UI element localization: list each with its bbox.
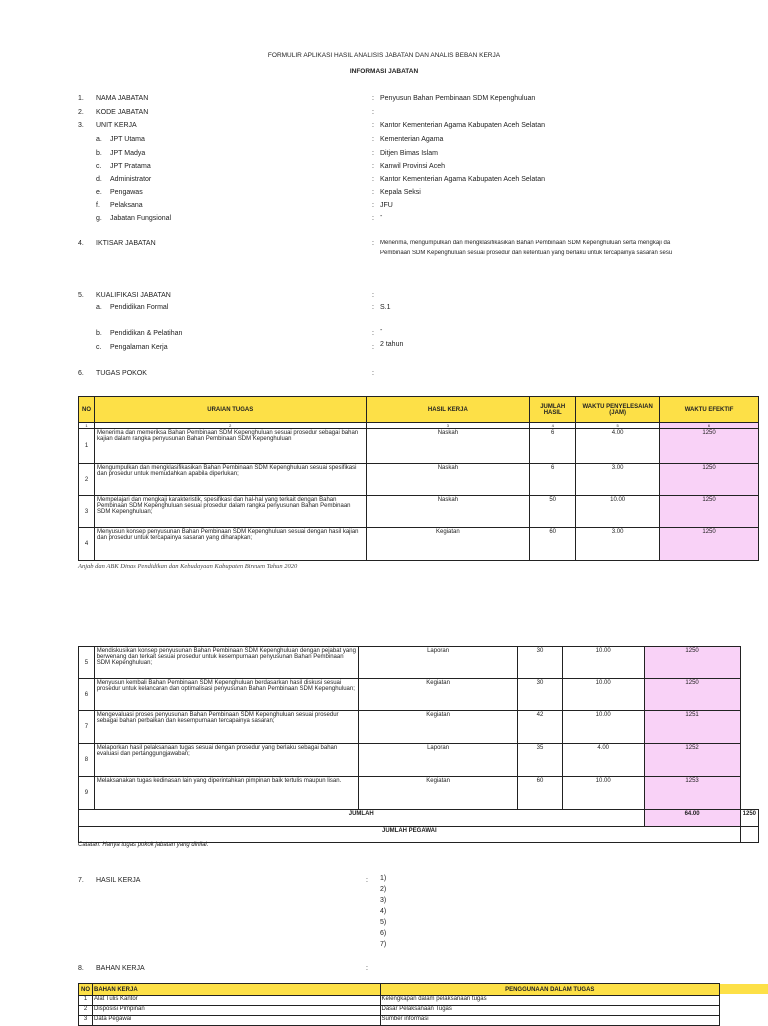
sub-no: f. [96,202,100,209]
ikhtisar-label: IKTISAR JABATAN [96,240,156,247]
sub-value: S.1 [380,304,391,311]
sub-colon: : [372,189,374,196]
row-efektif: 1250 [660,496,759,528]
table-row [79,1006,720,1016]
tugas-table-part-1 [78,396,759,561]
hasil-kerja-item: 7) [380,941,387,948]
hasil-kerja-colon: : [366,877,368,884]
ikhtisar-colon: : [372,240,374,247]
row-no: 1 [79,996,93,1006]
form-title: FORMULIR APLIKASI HASIL ANALISIS JABATAN DAN ANALIS BEBAN KERJA [267,52,501,59]
col-header-bahan: BAHAN KERJA [92,984,380,996]
table-row [79,496,759,528]
row-efektif: 1252 [644,744,740,777]
page-footer-note: Anjab dan ABK Dinas Pendidikan dan Kebudayaan Kabupaten Bireuen Tahun 2020 [78,563,298,570]
table-row [79,996,720,1006]
sub-colon: : [372,176,374,183]
row-waktu: 10.00 [576,496,660,528]
ikhtisar-no: 4. [78,240,84,247]
sub-label: Pendidikan Formal [110,304,169,311]
row-uraian: Menerima dan memeriksa Bahan Pembinaan SDM Kepenghuluan sesuai prosedur sebagai bahan kajian dalam rangka penyusunan Bahan Pembinaan SDM Kepenghuluan [94,429,366,464]
row-efektif: 1250 [644,647,740,679]
sub-no: e. [96,189,102,196]
row-hasil: Naskah [366,429,530,464]
catatan-note: Catatan: Hanya tugas pokok jabatan yang dinilai. [78,842,209,848]
row-jumlah: 30 [518,647,563,679]
row-no: 8 [79,744,95,777]
pegawai-row [79,827,759,843]
row-efektif: 1251 [644,711,740,744]
sub-no: c. [96,344,102,351]
row-waktu: 10.00 [562,647,644,679]
table-row [79,429,759,464]
sub-value: Kantor Kementerian Agama Kabupaten Aceh Selatan [380,176,546,183]
row-no: 6 [79,679,95,711]
row-no: 2 [79,464,95,496]
info-no: 1. [78,95,84,102]
info-label: UNIT KERJA [96,122,137,129]
sub-value: Kepala Seksi [380,189,421,196]
table-header-row [79,984,720,996]
table-row [79,647,759,679]
sub-value: Kementerian Agama [380,136,444,143]
row-penggunaan: Sumber informasi [380,1016,719,1026]
col-index: 5 [576,423,660,429]
bahan-kerja-table [78,983,720,1026]
row-waktu: 4.00 [576,429,660,464]
sub-label: JPT Utama [110,136,145,143]
row-efektif: 1250 [660,464,759,496]
row-waktu: 4.00 [562,744,644,777]
row-jumlah: 30 [518,679,563,711]
row-bahan: Data Pegawai [92,1016,380,1026]
row-hasil: Naskah [366,464,530,496]
hasil-kerja-item: 2) [380,886,387,893]
col-index: 6 [660,423,759,429]
sub-colon: : [372,150,374,157]
table-row [79,679,759,711]
info-value: Kantor Kementerian Agama Kabupaten Aceh Selatan [380,122,546,129]
row-waktu: 10.00 [562,711,644,744]
tugas-no: 6. [78,370,84,377]
row-jumlah: 50 [530,496,576,528]
sub-no: a. [96,136,102,143]
hasil-kerja-item: 3) [380,897,387,904]
col-header-uraian: URAIAN TUGAS [94,397,366,423]
sub-value: Ditjen Bimas Islam [380,150,438,157]
table-row [79,711,759,744]
row-hasil: Laporan [359,744,518,777]
row-no: 2 [79,1006,93,1016]
row-hasil: Kegiatan [359,777,518,810]
table-row [79,528,759,561]
sub-no: g. [96,215,102,222]
sub-value: JFU [380,202,393,209]
row-no: 3 [79,1016,93,1026]
tugas-colon: : [372,370,374,377]
sub-label: JPT Madya [110,150,146,157]
row-uraian: Menyusun konsep penyusunan Bahan Pembinaan SDM Kepenghuluan sesuai dengan hasil kajian dan prosedur untuk tercapainya sasaran yang diharapkan; [94,528,366,561]
jumlah-efektif: 1250 [740,810,758,827]
sub-label: Pelaksana [110,202,143,209]
row-efektif: 1253 [644,777,740,810]
row-no: 3 [79,496,95,528]
hasil-kerja-item: 1) [380,875,387,882]
ikhtisar-line-2: Pembinaan SDM Kepenghuluan sesuai prosedur dan ketentuan yang berlaku untuk tercapainya sasaran sesu [380,250,673,256]
row-uraian: Mengumpulkan dan mengklasifikasikan Bahan Pembinaan SDM Kepenghuluan sesuai spesifikasi dan prosedur untuk memudahkan apabila diperlukan; [94,464,366,496]
hasil-kerja-item: 4) [380,908,387,915]
sub-label: Pengalaman Kerja [110,344,168,351]
row-no: 4 [79,528,95,561]
kualifikasi-no: 5. [78,292,84,299]
jumlah-row [79,810,759,827]
row-waktu: 10.00 [562,777,644,810]
row-uraian: Mengevaluasi proses penyusunan Bahan Pembinaan SDM Kepenghuluan sesuai prosedur sebagai bahan perbaikan dan kesempurnaan tercapainya sasaran; [94,711,358,744]
sub-colon: : [372,304,374,311]
col-header-no: NO [79,984,93,996]
sub-no: b. [96,330,102,337]
row-hasil: Kegiatan [366,528,530,561]
jumlah-pegawai-value [740,827,758,843]
sub-colon: : [372,136,374,143]
hasil-kerja-no: 7. [78,877,84,884]
sub-colon: : [372,330,374,337]
yellow-accent-bar [720,984,768,994]
sub-label: Jabatan Fungsional [110,215,172,222]
col-header-jumlah: JUMLAH HASIL [530,397,576,423]
sub-label: Administrator [110,176,152,183]
col-index: 4 [530,423,576,429]
row-waktu: 10.00 [562,679,644,711]
sub-no: a. [96,304,102,311]
hasil-kerja-label: HASIL KERJA [96,877,141,884]
sub-no: b. [96,150,102,157]
info-no: 2. [78,109,84,116]
row-bahan: Alat Tulis Kantor [92,996,380,1006]
info-label: KODE JABATAN [96,109,149,116]
jumlah-waktu: 64.00 [644,810,740,827]
row-bahan: Disposisi Pimpinan [92,1006,380,1016]
col-header-no: NO [79,397,95,423]
row-no: 1 [79,429,95,464]
info-no: 3. [78,122,84,129]
sub-label: Pendidikan & Pelatihan [110,330,183,337]
sub-colon: : [372,215,374,222]
row-efektif: 1250 [644,679,740,711]
row-efektif: 1250 [660,528,759,561]
col-header-penggunaan: PENGGUNAAN DALAM TUGAS [380,984,719,996]
col-header-waktu: WAKTU PENYELESAIAN (JAM) [576,397,660,423]
info-label: NAMA JABATAN [96,95,149,102]
ikhtisar-line-1: Menerima, mengumpulkan dan mengklasifikasikan Bahan Pembinaan SDM Kepenghuluan serta mengkaji da [380,240,671,246]
sub-value: - [380,213,383,220]
row-hasil: Laporan [359,647,518,679]
col-header-efektif: WAKTU EFEKTIF [660,397,759,423]
row-jumlah: 60 [530,528,576,561]
row-jumlah: 6 [530,464,576,496]
row-jumlah: 42 [518,711,563,744]
bahan-kerja-colon: : [366,965,368,972]
table-row [79,744,759,777]
row-hasil: Kegiatan [359,711,518,744]
sub-colon: : [372,163,374,170]
table-row [79,1016,720,1026]
sub-no: c. [96,163,102,170]
row-efektif: 1250 [660,429,759,464]
sub-no: d. [96,176,102,183]
table-row [79,464,759,496]
row-jumlah: 60 [518,777,563,810]
col-header-hasil: HASIL KERJA [366,397,530,423]
row-uraian: Melaporkan hasil pelaksanaan tugas sesuai dengan prosedur yang berlaku sebagai bahan evaluasi dan pertanggungjawaban; [94,744,358,777]
row-hasil: Naskah [366,496,530,528]
row-penggunaan: Dasar Pelaksanaan Tugas [380,1006,719,1016]
sub-value: Kanwil Provinsi Aceh [380,163,445,170]
info-colon: : [372,122,374,129]
col-index: 3 [366,423,530,429]
info-colon: : [372,109,374,116]
sub-colon: : [372,202,374,209]
row-waktu: 3.00 [576,464,660,496]
row-no: 9 [79,777,95,810]
sub-label: Pengawas [110,189,143,196]
table-row [79,777,759,810]
kualifikasi-label: KUALIFIKASI JABATAN [96,292,171,299]
kualifikasi-colon: : [372,292,374,299]
sub-value: - [380,327,383,334]
info-value: Penyusun Bahan Pembinaan SDM Kepenghuluan [380,95,536,102]
jumlah-pegawai-label: JUMLAH PEGAWAI [79,827,741,843]
row-no: 5 [79,647,95,679]
info-colon: : [372,95,374,102]
sub-colon: : [372,344,374,351]
row-uraian: Menyusun kembali Bahan Pembinaan SDM Kepenghuluan berdasarkan hasil diskusi sesuai prosedur untuk kelancaran dan optimalisasi penyusunan Bahan Pembinaan SDM Kepenghuluan; [94,679,358,711]
tugas-table-part-2 [78,646,759,843]
row-hasil: Kegiatan [359,679,518,711]
row-jumlah: 35 [518,744,563,777]
tugas-label: TUGAS POKOK [96,370,147,377]
row-penggunaan: Kelengkapan dalam pelaksanaan tugas [380,996,719,1006]
sub-value: 2 tahun [380,341,404,348]
row-uraian: Mendiskusikan konsep penyusunan Bahan Pembinaan SDM Kepenghuluan dengan pejabat yang berwenang dan terkait sesuai prosedur untuk kesempurnaan penyusunan Bahan Pembinaan SDM Kepenghuluan; [94,647,358,679]
hasil-kerja-item: 5) [380,919,387,926]
jumlah-label: JUMLAH [79,810,645,827]
col-index: 2 [94,423,366,429]
section-title: INFORMASI JABATAN [349,68,419,75]
row-waktu: 3.00 [576,528,660,561]
col-index: 1 [79,423,95,429]
hasil-kerja-item: 6) [380,930,387,937]
row-no: 7 [79,711,95,744]
row-uraian: Mempelajari dan mengkaji karakteristik, spesifikasi dan hal-hal yang terkait dengan Bahan Pembinaan SDM Kepenghuluan sesuai prosedur dalam rangka penyusunan Bahan Pembinaan SDM Kepenghuluan; [94,496,366,528]
row-uraian: Melaksanakan tugas kedinasan lain yang diperintahkan pimpinan baik tertulis maupun lisan. [94,777,358,810]
sub-label: JPT Pratama [110,163,151,170]
bahan-kerja-label: BAHAN KERJA [96,965,145,972]
table-header-row [79,397,759,423]
row-jumlah: 6 [530,429,576,464]
bahan-kerja-no: 8. [78,965,84,972]
